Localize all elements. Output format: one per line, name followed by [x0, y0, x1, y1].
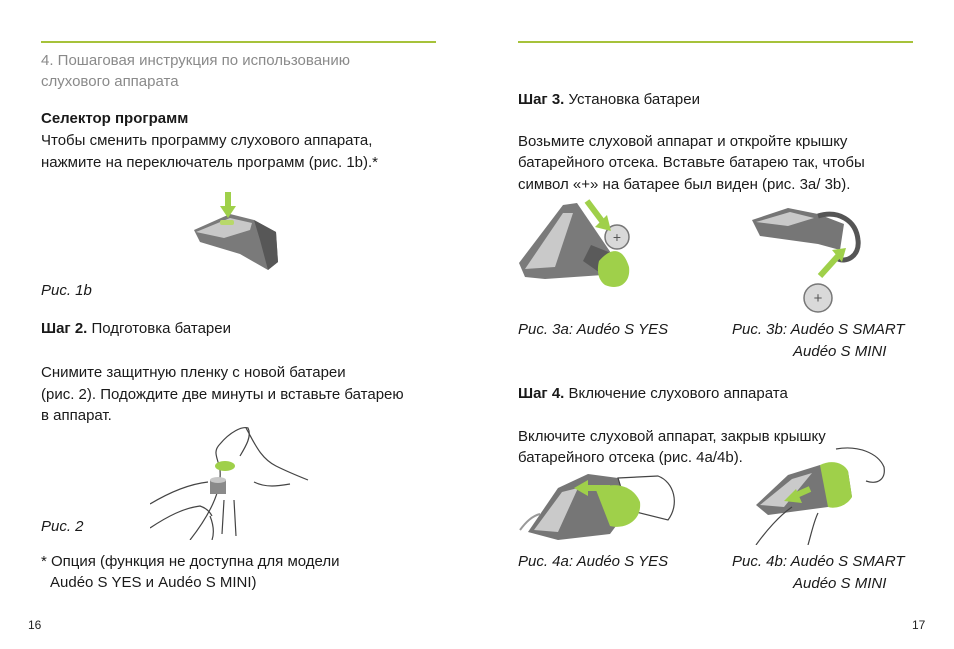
battery-tab-removal-illustration — [150, 422, 310, 540]
device-closing-illustration-4a — [518, 470, 686, 542]
battery-insertion-illustration-3b — [748, 200, 868, 322]
step3-title: Установка батареи — [568, 91, 700, 108]
step4-label: Шаг 4. — [518, 385, 565, 402]
step3-text-line1: Возьмите слуховой аппарат и откройте крышку — [518, 133, 848, 150]
fig4b-caption-line1: Рис. 4b: Audéo S SMART — [732, 553, 905, 570]
left-top-rule — [41, 41, 436, 43]
footnote-line2: Audéo S YES и Audéo S MINI) — [50, 574, 257, 591]
section-title-line1: 4. Пошаговая инструкция по использованию — [41, 52, 350, 69]
selector-text-line2: нажмите на переключатель программ (рис. 1b).* — [41, 154, 379, 171]
selector-text-line1: Чтобы сменить программу слухового аппарата, — [41, 132, 373, 149]
footnote-line1: * Опция (функция не доступна для модели — [41, 553, 340, 570]
step3-text-line2: батарейного отсека. Вставьте батарею так, чтобы — [518, 154, 865, 171]
step2-text-line3: в аппарат. — [41, 407, 112, 424]
step2-heading — [41, 318, 231, 339]
step2-text-line2: (рис. 2). Подождите две минуты и вставьте батарею — [41, 386, 404, 403]
device-closing-illustration-4b — [748, 445, 888, 545]
step4-heading — [518, 383, 788, 404]
step4-title: Включение слухового аппарата — [568, 385, 788, 402]
fig4a-caption: Рис. 4a: Audéo S YES — [518, 553, 669, 570]
fig3b-caption-line1: Рис. 3b: Audéo S SMART — [732, 321, 905, 338]
step3-label: Шаг 3. — [518, 91, 565, 108]
step2-label: Шаг 2. — [41, 320, 88, 337]
page-number-right: 17 — [912, 618, 926, 632]
svg-text:+: + — [612, 229, 622, 245]
fig2-caption: Рис. 2 — [41, 518, 84, 535]
fig4b-caption-line2: Audéo S MINI — [793, 575, 887, 592]
section-title-line2: слухового аппарата — [41, 73, 179, 90]
fig1b-caption: Рис. 1b — [41, 282, 92, 299]
step4-text-line2: батарейного отсека (рис. 4a/4b). — [518, 449, 743, 466]
step3-text-line3: символ «+» на батарее был виден (рис. 3a/ 3b). — [518, 176, 851, 193]
hearing-aid-program-selector-illustration — [190, 190, 285, 275]
step4-text-line1: Включите слуховой аппарат, закрыв крышку — [518, 428, 826, 445]
fig3a-caption: Рис. 3a: Audéo S YES — [518, 321, 669, 338]
step3-heading — [518, 89, 700, 110]
right-top-rule — [518, 41, 913, 43]
page-number-left: 16 — [28, 618, 42, 632]
battery-insertion-illustration-3a — [515, 197, 645, 297]
selector-heading: Селектор программ — [41, 110, 189, 127]
step2-title: Подготовка батареи — [91, 320, 231, 337]
svg-text:+: + — [813, 290, 823, 307]
step2-text-line1: Снимите защитную пленку с новой батареи — [41, 364, 346, 381]
fig3b-caption-line2: Audéo S MINI — [793, 343, 887, 360]
